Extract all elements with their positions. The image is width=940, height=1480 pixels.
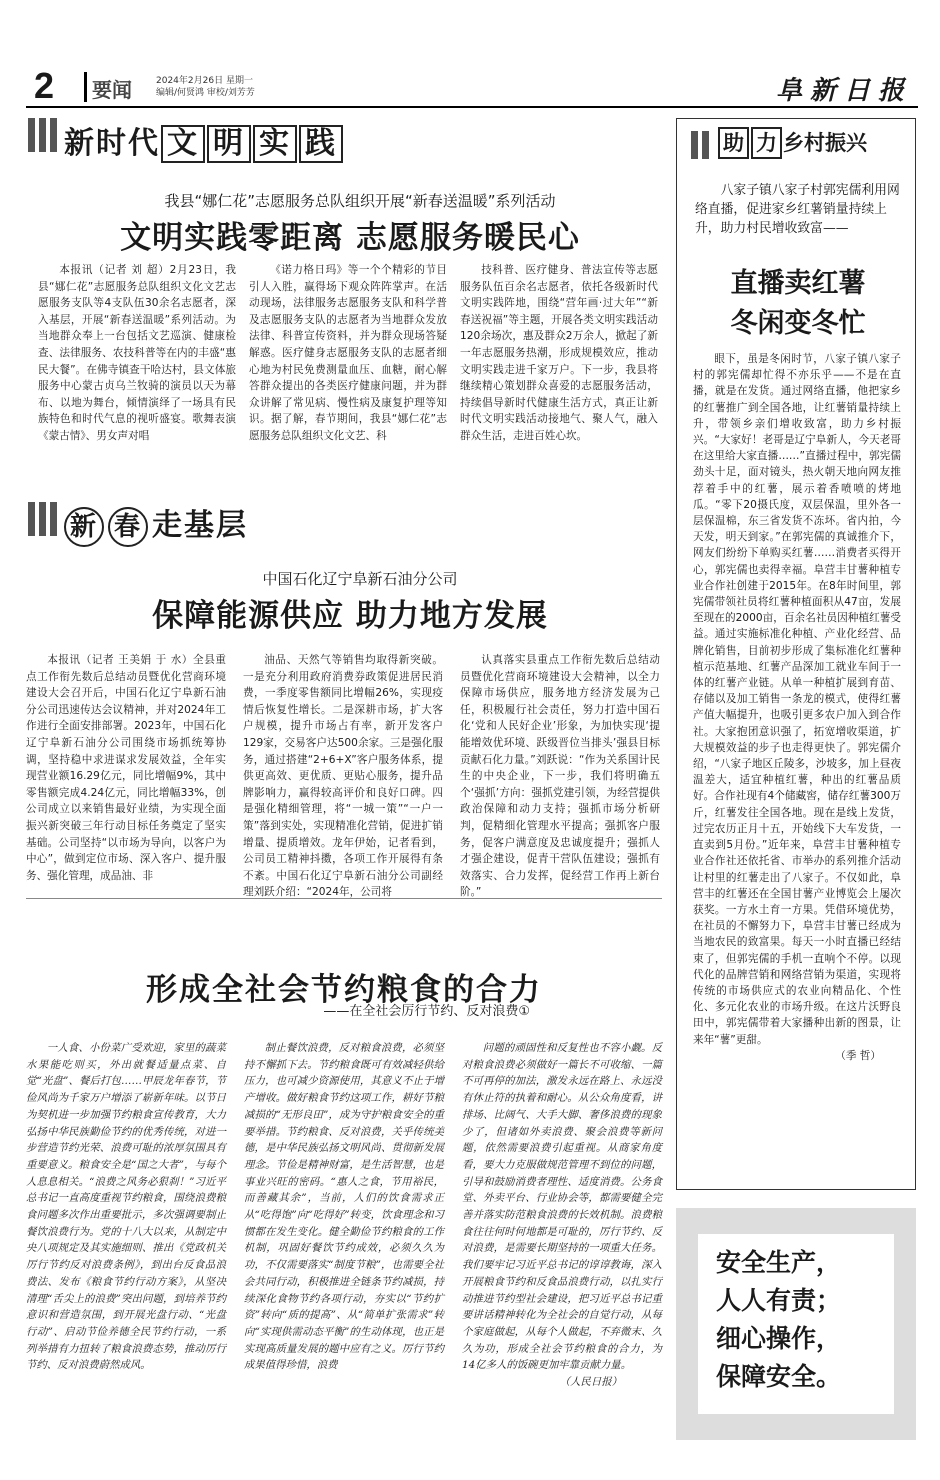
- article-body: [26, 652, 660, 899]
- article-column: 制止餐饮浪费，反对粮食浪费，必须坚持不懈抓下去。节约粮食既可有效减轻供给压力，也可减少资源使用，其意义不止于增产增收。做好粮食节约这项工作，耕好节粮减损的“无形良田”，成为守护粮食安全的重要举措。节约粮食、反对浪费，关乎传统美德，是中华民族弘扬文明风尚、贯彻新发展理念。节俭是精神财富，是生活智慧，也是事业兴旺的密码。“惠人之食，节用裕民，而善藏其余”，当前，人们的饮食需求正从“吃得饱”向“吃得好”转变，饮食理念和习惯都在发生变化。健全勤俭节约粮食的工作机制，巩固好餐饮节约成效，必须久久为功，不仅需要落实“制度节粮”，也需要全社会共同行动，积极推进全链条节约减损，持续深化食物节约各项行动，夯实以“节约扩资”转向“质的提高”、从“简单扩张需求”转向“实现供需动态平衡”的生动体现，也正是实现高质量发展的题中应有之义。厉行节约成果值得珍惜，浪费: [244, 1042, 444, 1372]
- sidebar-kicker: 八家子镇八家子村郭宪儒利用网络直播，促进家乡红薯销量持续上升，助力村民增收致富——: [695, 183, 900, 236]
- feature-subheadline: ——在全社会厉行节约、反对浪费①: [323, 1004, 530, 1019]
- banner-circle-char: 新: [64, 507, 104, 547]
- article-column: 《诺力格日玛》等一个个精彩的节目引人入胜，赢得场下观众阵阵掌声。在活动现场，法律服务志愿服务支队和科学普及志愿服务支队的志愿者为当地群众发放法律、科普宣传资料，并为群众现场答疑解惑。医疗健身志愿服务支队的志愿者细心地为村民免费测量血压、血糖，耐心解答群众提出的各类医疗健康问题，并为群众讲解了常见病、慢性病及康复护理等知识。据了解，春节期间，我县“娜仁花”志愿服务总队组织文化文艺、科: [249, 264, 447, 442]
- banner-circle-char: 春: [108, 507, 148, 547]
- sidebar-paragraph: 眼下，虽是冬闲时节，八家子镇八家子村的郭宪儒却忙得不亦乐乎——不是在直播，就是在发货。通过网络直播，他把家乡的红薯推广到全国各地，让红薯销量持续上升，带领乡亲们增收致富，助力乡村振兴。“大家好！老哥是辽宁阜新人，今天老哥在这里给大家直播……”直播过程中，郭宪儒劲头十足，面对镜头，热火朝天地向网友推荐着手中的红薯，展示着香喷喷的烤地瓜。“零下20摄氏度，双层保温，里外各一层保温棉，东三省发货不冻坏。省内拍，今天发，明天到家。”在郭宪儒的真诚推介下，网友们纷纷下单购买红薯……消费者买得开心，郭宪儒也卖得幸福。阜营丰甘薯种植专业合作社创建于2015年。在8年时间里，郭宪儒带领社员将红薯种植面积从47亩，发展至现在的2000亩，百余名社员因种植红薯受益。通过实施标准化种植、产业化经营、品牌化销售，目前初步形成了集标准化红薯种植示范基地、红薯产品深加工就业车间于一体的红薯产业链。从单一种植扩展到育苗、存储以及加工销售一条龙的模式，使得红薯产值大幅提升，也吸引更多农户加入到合作社。大家抱团意识强了，拓宽增收渠道，扩大规模效益的步子也走得更快了。郭宪儒介绍，“八家子地区丘陵多，沙坡多，加上昼夜温差大，适宜种植红薯，种出的红薯品质好。合作社现有4个储藏窖，储存红薯300万斤，红薯发往全国各地。现在是线上发货，过完农历正月十五，开始线下大车发货，一直卖到5月份。”近年来，阜营丰甘薯种植专业合作社还依托省、市举办的系列推介活动让村里的红薯走出了八家子。不仅如此，阜营丰的红薯还在全国甘薯产业博览会上屡次获奖。一方水土育一方果。凭借环境优势，在社员的不懈努力下，阜营丰甘薯已经成为当地农民的致富果。每天一小时直播已经结束了，但郭宪儒的手机一直响个不停。以现代化的品牌营销和网络营销为渠道，实现将传统的市场供应式的农业向精品化、个性化、多元化农业的市场升级。在这片沃野良田中，郭宪儒带着大家播种出新的图景，让来年“薯”更甜。: [693, 353, 901, 1046]
- banner-char: 文: [161, 125, 205, 163]
- article-column: 认真落实县重点工作衔先数后总结动员暨优化营商环境建设大会精神，以全力保障市场供应，服务地方经济发展为己任，积极履行社会责任，努力打造中国石化‘党和人民好企业’形象，为加快实现‘提能增效优环境、跃级晋位当排头’强县目标贡献石化力量。”刘跃说：“作为关系国计民生的中央企业，下一步，我们将明确五个‘强抓’方向：强抓党建引领，为经营提供政治保障和动力支持；强抓市场分析研判，促精细化管理水平提高；强抓客户服务，促客户满意度及忠诚度提升；强抓人才强企建设，促青干营队伍建设；强抓有效落实、合力发挥，促经营工作再上新台阶。”: [460, 654, 660, 899]
- banner-char: 助: [718, 127, 749, 159]
- section-bars-civilization: [28, 118, 57, 152]
- masthead: [26, 66, 918, 108]
- slogan-line: 人人有责；: [716, 1286, 842, 1315]
- article-headline: 文明实践零距离 志愿服务暖民心: [120, 220, 580, 256]
- section-banner-grassroots: [64, 500, 248, 547]
- article-kicker: 中国石化辽宁阜新石油分公司: [262, 570, 458, 588]
- paper-name: 阜新日报: [775, 76, 912, 106]
- article-column: 一人食、小份菜广受欢迎，家里的蔬菜水果能吃则买，外出就餐适量点菜、自觉“光盘”、餐后打包……甲辰龙年春节，节俭风尚为千家万户增添了崭新年味。以节日为契机进一步加强节约粮食宣传教育，大力弘扬中华民族勤俭节约的优秀传统，对进一步营造节约光荣、浪费可耻的浓厚氛围具有重要意义。粮食安全是“国之大者”，与每个人息息相关。“浪费之风务必狠刹！”习近平总书记一直高度重视节约粮食，围绕浪费粮食问题多次作出重要批示，多次强调要制止餐饮浪费行为。党的十八大以来，从制定中央八项规定及其实施细则、推出《党政机关厉行节约反对浪费条例》，到出台反食品浪费法、发布《粮食节约行动方案》，从坚决清理“舌尖上的浪费”突出问题，到培养节约意识和营造氛围，到开展光盘行动、“光盘行动”、启动节俭养德全民节约行动，一系列举措有力扭转了粮食浪费态势，推动厉行节约、反对浪费蔚然成风。: [26, 1042, 226, 1372]
- feature-divider: [26, 898, 662, 899]
- banner-char: 明: [207, 125, 251, 163]
- sidebar-byline: （季 哲）: [835, 1049, 881, 1062]
- sidebar-banner: [717, 127, 867, 159]
- article-column: 本报讯（记者 王美娟 于 水）全县重点工作衔先数后总结动员暨优化营商环境建设大会召开后，中国石化辽宁阜新石油分公司迅速传达会议精神，并对2024年工作进行全面安排部署。2023年，中国石化辽宁阜新石油分公司围绕市场抓统筹协调，坚持稳中求进谋求发展效益，全年实现营业额16.29亿元，同比增幅9%，其中零售额完成4.24亿元，同比增幅33%，创公司成立以来销售最好业绩，为实现全面振兴新突破三年行动目标任务奠定了坚实基础。公司坚持“以市场为导向，以客户为中心”，做到定位市场、深入客户、提升服务、强化管理，成品油、非: [26, 654, 226, 882]
- section-banner-civilization: [64, 118, 344, 163]
- safety-slogan-box: [676, 1208, 916, 1440]
- page-number: 2: [34, 65, 55, 106]
- banner-char: 实: [253, 125, 297, 163]
- article-body: [38, 262, 658, 482]
- feature-headline: 形成全社会节约粮食的合力: [146, 972, 542, 1008]
- section-name: 要闻: [92, 78, 132, 102]
- feature-body: [26, 1040, 662, 1440]
- sidebar-headline-line: 直播卖红薯: [730, 268, 866, 299]
- article-kicker: 我县“娜仁花”志愿服务总队组织开展“新春送温暖”系列活动: [164, 192, 556, 210]
- article-column: 问题的顽固性和反复性也不容小觑。反对粮食浪费必须做好一篇长不可收缩、一篇不可再停的加法，激发永远在路上、永远没有休止符的执着和耐心。从公众角度看，讲排场、比阔气、大手大脚、奢侈浪费的现象少了，但诸如外卖浪费、聚会浪费等新问题，依然需要浪费引起重视。从商家角度看，要大力克服做规范管理不到位的问题，引导和鼓励消费者理性、适度消费。公务食堂、外卖平台、行业协会等，都需要健全完善并落实防范粮食浪费的长效机制。浪费粮食往往何时何地都是可耻的，厉行节约、反对浪费，是需要长期坚持的一项重大任务。我们要牢记习近平总书记的谆谆教诲，深入开展粮食节约和反食品浪费行动，以扎实行动推进节约型社会建设，把习近平总书记重要讲话精神转化为全社会的自觉行动，从每个家庭做起，从每个人做起，不弃微末、久久为功，形成全社会节约粮食的合力，为14亿多人的饭碗更加牢靠贡献力量。 （人民日报）: [462, 1040, 662, 1440]
- banner-char: 力: [751, 127, 782, 159]
- feature-byline: （人民日报）: [559, 1376, 622, 1389]
- slogan-line: 细心操作，: [716, 1324, 842, 1353]
- sidebar-bars: [691, 131, 709, 159]
- editors-line: 编辑/何贤鸿 审校/刘芳芳: [156, 88, 255, 98]
- masthead-divider: [84, 72, 87, 102]
- banner-rest: 乡村振兴: [783, 131, 867, 155]
- sidebar-headline: [693, 264, 903, 344]
- sidebar-body: [693, 351, 901, 1064]
- sidebar-headline-line: 冬闲变冬忙: [730, 308, 866, 339]
- safety-slogan: [698, 1234, 894, 1414]
- article-column: 本报讯（记者 刘 超）2月23日，我县“娜仁花”志愿服务总队组织文化文艺志愿服务支队等4支队伍30余名志愿者，深入基层，开展“新春送温暖”系列活动。为当地群众奉上一台包括文艺巡演、健康检查、法律服务、农技科普等在内的丰盛“惠民大餐”。在佛寺镇查干哈达村，县文体旅服务中心蒙古贞乌兰牧骑的演员以天为幕布、以地为舞台，倾情演绎了一场具有民族特色和时代气息的视听盛宴。歌舞表演《蒙古情》、男女声对唱: [38, 264, 236, 442]
- article-headline: 保障能源供应 助力地方发展: [152, 598, 548, 634]
- article-column: 技科普、医疗健身、普法宣传等志愿服务队伍百余名志愿者，依托各级新时代文明实践阵地，围绕“营年画·过大年”“新春送祝福”等主题，开展各类文明实践活动120余场次，惠及群众2万余人，掀起了新一年志愿服务热潮，形成规模效应，推动文明实践走进千家万户。下一步，我县将继续精心策划群众喜爱的志愿服务活动，持续倡导新时代健康生活方式，真正让新时代文明实践活动接地气、聚人气，融入群众生活，走进百姓心坎。: [460, 264, 658, 442]
- sidebar-rural-revitalization: [676, 118, 916, 1190]
- date-line: 2024年2月26日 星期一: [156, 76, 253, 86]
- issue-info: [156, 75, 255, 99]
- banner-char: 践: [299, 125, 343, 163]
- banner-rest: 走基层: [152, 508, 248, 543]
- banner-prefix: 新时代: [64, 126, 160, 161]
- slogan-line: 安全生产，: [716, 1248, 842, 1277]
- article-column: 油品、天然气等销售均取得新突破。一是充分利用政府消费券政策促进居民消费，一季度零售额同比增幅26%，实现疫情后恢复性增长。二是深耕市场，扩大客户规模，提升市场占有率，新开发客户129家，交易客户达500余家。三是强化服务，通过搭建“2+6+X”客户服务体系，提供更高效、更优质、更贴心服务，提升品牌影响力，赢得较高评价和良好口碑。四是强化精细管理，将“一城一策”“一户一策”落到实处，实现精准化营销，促进扩销增量、提质增效。龙年伊始，记者看到，公司员工精神抖擞，各项工作开展得有条不紊。中国石化辽宁阜新石油分公司副经理刘跃介绍：“2024年，公司将: [243, 654, 443, 899]
- section-bars-grassroots: [28, 502, 57, 536]
- slogan-line: 保障安全。: [716, 1362, 842, 1391]
